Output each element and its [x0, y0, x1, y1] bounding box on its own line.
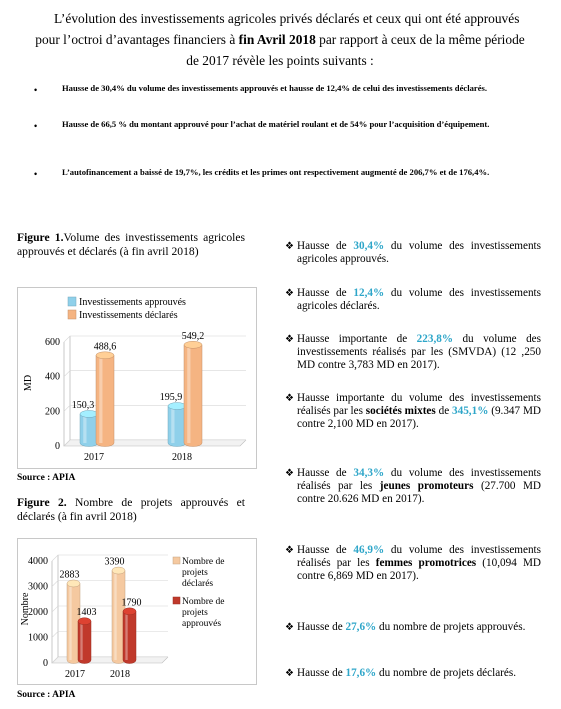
y-axis-label: MD: [23, 374, 34, 392]
legend-label: projets: [182, 568, 208, 578]
intro-line-3: de 2017 révèle les points suivants :: [186, 53, 374, 68]
diamond-bullet-icon: ❖: [285, 468, 294, 479]
figure-1-caption: Figure 1.Volume des investissements agricoles approuvés et déclarés (à fin avril 2018): [17, 231, 245, 258]
legend-swatch: [173, 557, 180, 564]
bar-top: [80, 410, 98, 417]
y-tick-label: 3000: [28, 581, 48, 593]
bar-top: [168, 403, 186, 410]
intro-line-1: L’évolution des investissements agricoles privés déclarés et ceux qui ont été approuvés: [53, 11, 520, 26]
x-tick-label: 2018: [172, 452, 192, 463]
figure-1-chart: [17, 287, 257, 469]
data-label: 488,6: [93, 341, 117, 353]
legend-label: Nombre de: [182, 597, 225, 607]
bar: [168, 406, 186, 446]
bar: [96, 355, 114, 446]
intro-paragraph: [6, 8, 554, 71]
data-label: 3390: [104, 556, 125, 568]
figure-2-caption: Figure 2. Nombre de projets approuvés et déclarés (à fin avril 2018): [17, 496, 245, 523]
y-axis-label: Nombre: [20, 592, 31, 626]
data-label: 2883: [59, 569, 80, 581]
y-tick-label: 400: [45, 371, 60, 383]
y-tick-label: 600: [45, 337, 60, 348]
intro-line-2: pour l’octroi d’avantages financiers à fin Avril 2018 par rapport à ceux de la même période: [35, 32, 525, 47]
diamond-bullet-icon: ❖: [285, 622, 294, 633]
legend-swatch: [68, 310, 76, 319]
y-tick-label: 200: [45, 406, 60, 418]
bullet-icon: •: [34, 85, 38, 95]
figure-2-chart: [17, 538, 257, 685]
bar-top: [184, 341, 202, 348]
y-tick-label: 0: [55, 441, 60, 452]
figure-2-source: Source : APIA: [17, 690, 76, 700]
bar-highlight: [83, 414, 86, 443]
bar-highlight: [114, 571, 116, 660]
legend-label: approuvés: [182, 619, 222, 629]
x-tick-label: 2017: [84, 452, 104, 463]
legend-swatch: [173, 597, 180, 604]
y-tick-label: 2000: [28, 607, 48, 618]
bullet-icon: •: [34, 121, 38, 131]
bar-highlight: [171, 406, 174, 443]
data-label: 150,3: [71, 399, 95, 411]
legend-label: déclarés: [182, 579, 214, 589]
x-tick-label: 2017: [65, 669, 85, 680]
legend-label: projets: [182, 608, 208, 618]
bar: [184, 345, 202, 447]
bullet-icon: •: [34, 169, 38, 179]
diamond-bullet-icon: ❖: [285, 288, 294, 299]
legend-label: Investissements déclarés: [79, 310, 178, 321]
diamond-bullet-icon: ❖: [285, 393, 294, 404]
legend-label: Investissements approuvés: [79, 297, 186, 308]
chart-1-svg: [18, 288, 256, 468]
figure-1-source: Source : APIA: [17, 473, 76, 483]
gridline: [64, 336, 246, 342]
legend-swatch: [68, 297, 76, 306]
bar: [78, 621, 91, 663]
y-tick-label: 0: [43, 658, 48, 669]
bar-top: [96, 352, 114, 359]
bar-top: [78, 618, 91, 625]
bar-top: [112, 567, 125, 574]
bar-highlight: [80, 621, 82, 660]
chart-2-svg: [18, 539, 256, 684]
bar-top: [67, 580, 80, 587]
data-label: 1790: [121, 597, 142, 609]
diamond-bullet-icon: ❖: [285, 241, 294, 252]
bar: [80, 414, 98, 447]
bar: [123, 611, 136, 663]
y-tick-label: 4000: [28, 556, 48, 567]
bar-highlight: [125, 611, 127, 660]
data-label: 1403: [76, 607, 97, 619]
y-tick-label: 1000: [28, 632, 48, 644]
bar-highlight: [187, 345, 190, 443]
data-label: 549,2: [181, 330, 205, 342]
gridline: [64, 371, 246, 377]
legend-label: Nombre de: [182, 557, 225, 567]
diamond-bullet-icon: ❖: [285, 545, 294, 556]
data-label: 195,9: [159, 392, 183, 404]
bar-highlight: [69, 583, 71, 660]
x-tick-label: 2018: [110, 669, 130, 680]
bar-highlight: [99, 355, 102, 443]
diamond-bullet-icon: ❖: [285, 668, 294, 679]
diamond-bullet-icon: ❖: [285, 334, 294, 345]
bar-top: [123, 608, 136, 615]
